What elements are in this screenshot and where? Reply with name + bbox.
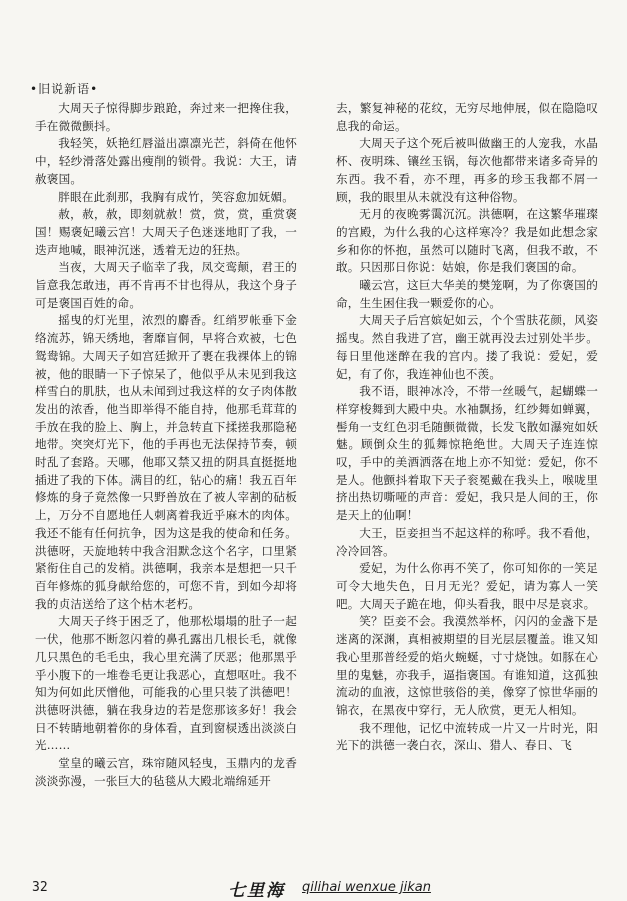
paragraph: 大周天子后宫嫔妃如云，个个雪肤花颜，风姿摇曳。然自我进了宫，幽王就再没去过别处半步。每日里他迷醉在我的宫内。搂了我说：爱妃，爱妃，有了你，我连神仙也不羡。	[336, 313, 598, 381]
paragraph: 我轻笑，妖艳红唇溢出凛凛光芒，斜倚在他怀中，轻纱滑落处露出瘦削的锁骨。我说：大王，请赦褒国。	[35, 136, 297, 186]
paragraph: 笑？臣妾不会。我漠然举杯，闪闪的金盏下是迷离的深渊，真相被期望的目光层层覆盖。谁又知我心里那普经爱的焰火蜿蜒，寸寸烧蚀。如豚在心里的鬼魅，亦我手，逼指褒国。有谁知道，这孤独流动的血液，这惊世骇俗的美，像穿了惊世华丽的锦衣，在黑夜中穿行，无人欣赏，更无人相知。	[336, 614, 598, 717]
paragraph: 曦云宫，这巨大华美的樊笼啊，为了你褒国的命，生生困住我一颗爱你的心。	[336, 278, 598, 310]
paragraph: 无月的夜晚雾霭沉沉。洪德啊，在这繁华璀璨的宫殿，为什么我的心这样寒冷？我是如此想念家乡和你的怀抱，虽然可以随时飞离，但我不敢，不敢。只因那日你说：姑娘，你是我们褒国的命。	[336, 207, 598, 275]
paragraph: 胖眼在此刹那，我胸有成竹，笑容愈加妩媚。	[58, 189, 295, 204]
magazine-logo: 七里海	[228, 881, 285, 901]
paragraph: 大王，臣妾担当不起这样的称呼。我不看他，冷冷回答。	[336, 525, 598, 558]
paragraph: 摇曳的灯光里，浓烈的麝香。红绡罗帐垂下金络流苏，锦天绣地，奢靡盲侗，早将合欢被，七色鸳鸯锦。大周天子如宫廷掀开了裹在我裸体上的锦被，他的眼睛一下子惊呆了，他似乎从未见到我这样雪白的肌肤，也从未闻到过我这样的女子肉体散发出的浓香，他当即举得不能自持，他那毛茸茸的手放在我的脸上、胸上，并急转直下揉搓我那隐秘地带。突突灯光下，他的手再也无法保持节奏，顿时乱了套路。天哪，他耶又禁又扭的阴具直挺挺地插进了我的下体。满目的红，钻心的痛！我五百年修炼的身子竟然像一只野兽放在了被人宰割的砧板上，万分不自愿地任人刺离着我近乎麻木的肉体。我还不能有任何抗争，因为这是我的使命和任务。洪德呀，天旋地转中我含泪默念这个名字，口里紧紧衔住自己的发梢。洪德啊，我亲本是想把一只千百年修炼的狐身献给您的，可您不肯，到如今却将我的贞洁送给了这个枯木老朽。	[35, 313, 297, 611]
paragraph: 当夜，大周天子临幸了我，凤交鸾颠，君王的旨意我怎敢违，再不肯再不甘也得从，我这个身子可是褒国百姓的命。	[35, 260, 297, 310]
paragraph: 大周天子终于困乏了，他那松塌塌的肚子一起一伏，他那不断忽闪着的鼻孔露出几根长毛，就像几只黑色的毛毛虫，我心里充满了厌恶；他那黑乎乎小腹下的一堆卷毛更让我恶心，直想呕吐。我不知为何如此厌憎他，可能我的心里只装了洪德吧！洪德呀洪德，躺在我身边的若是您那该多好！我会日不转睛地朝着你的身体看，直到窗棂透出淡淡白光……	[35, 614, 297, 753]
paragraph: 大周天子这个死后被叫做幽王的人宠我，水晶杯、夜明珠、镶丝玉锅，每次他都带来诸多奇异的东西。我不看，亦不理，再多的珍玉我都不屑一顾，我的眼里从未就没有这种俗物。	[336, 136, 598, 204]
section-label: •旧说新语•	[30, 82, 99, 96]
paragraph: 赦，赦，赦，即刻就赦！赏，赏，赏，重赏褒国！赐褒妃曦云宫！大周天子色迷迷地盯了我，一迭声地喊，眼神沉迷，透着无边的狂热。	[35, 207, 297, 257]
page-number: 32	[32, 880, 48, 895]
paragraph: 堂皇的曦云宫，珠帘随风轻曳，玉鼎内的龙香淡淡弥漫，一张巨大的毡毯从大殿北端绵延开	[35, 756, 297, 788]
paragraph: 我不理他，记忆中流转成一片又一片时光，阳光下的洪德一袭白衣，深山、猎人、春日、飞	[336, 720, 598, 753]
magazine-pinyin: qilihai wenxue jikan	[302, 880, 431, 895]
left-column	[35, 100, 297, 868]
right-column	[336, 100, 598, 868]
paragraph: 爱妃，为什么你再不笑了，你可知你的一笑足可令大地失色，日月无光？爱妃，请为寡人一笑吧。大周天子跪在地，仰头看我，眼中尽是哀求。	[336, 561, 598, 611]
paragraph: 去，繁复神秘的花纹，无穷尽地伸展，似在隐隐叹息我的命运。	[336, 101, 598, 133]
paragraph: 我不语，眼神冰冷，不带一丝暖气，起蝴蝶一样穿梭舞到大殿中央。水袖飘扬，红纱舞如蝉翼，髻角一支红色羽毛随颤微微，长发飞散如瀑宛如妖魅。顾倒众生的狐舞惊艳绝世。大周天子连连惊叹，手中的美酒洒落在地上亦不知觉：爱妃，你不是人。他颤抖着取下天子衮冕戴在我头上，喉咙里挤出热切嘶哑的声音：爱妃，我只是人间的王，你是天上的仙啊！	[336, 384, 598, 523]
paragraph: 大周天子惊得脚步踉跄，奔过来一把搀住我，手在微微颤抖。	[35, 101, 297, 133]
